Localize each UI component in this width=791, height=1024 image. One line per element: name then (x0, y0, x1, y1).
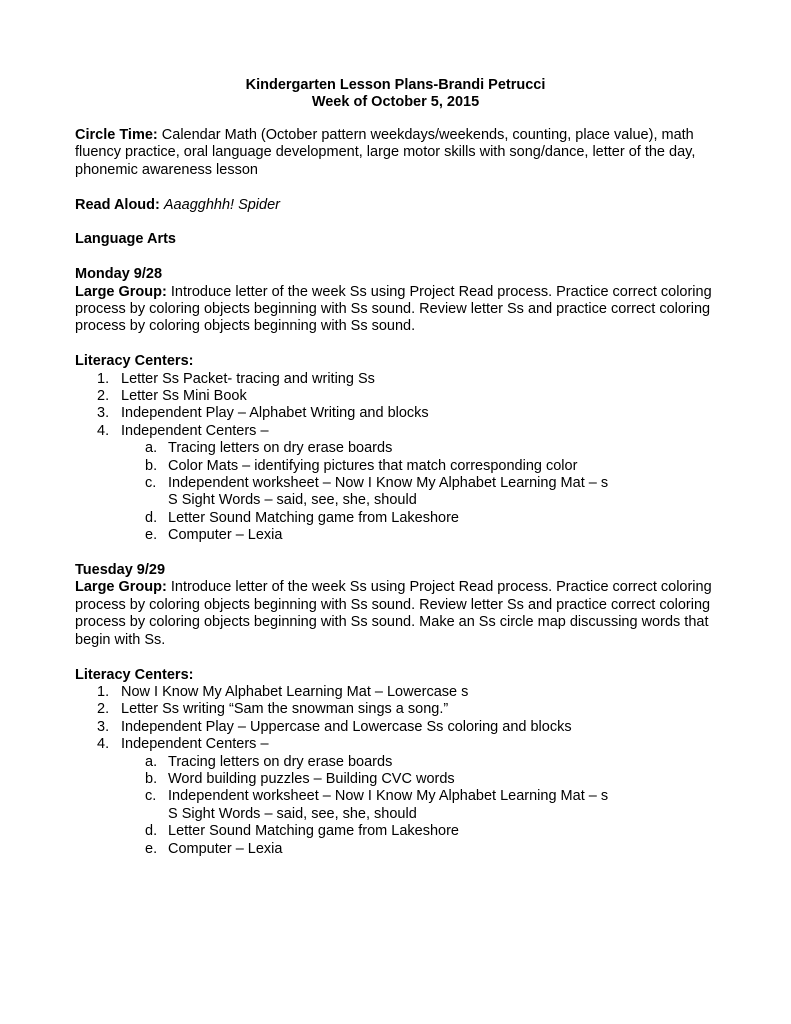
literacy-centers-label: Literacy Centers: (75, 666, 194, 683)
list-item: c. Independent worksheet – Now I Know My Alphabet Learning Mat – s S Sight Words – said, see, she, should (145, 788, 609, 822)
large-group-text: Introduce letter of the week Ss using Project Read process. Practice correct coloring process by coloring objects beginning with Ss sound. Review letter Ss and practice correct coloring process by coloring objects beginning with Ss sound. (75, 283, 712, 335)
large-group-label: Large Group: (75, 283, 167, 300)
list-item: 3. Independent Play – Alphabet Writing and blocks (97, 405, 429, 422)
large-group-paragraph (75, 284, 725, 336)
list-item: 1. Letter Ss Packet- tracing and writing Ss (97, 370, 375, 387)
large-group-paragraph (75, 579, 725, 649)
day-section-tuesday (75, 562, 725, 858)
list-item: e. Computer – Lexia (145, 840, 283, 857)
list-item: 2. Letter Ss writing “Sam the snowman sings a song.” (97, 701, 449, 718)
list-item: d. Letter Sound Matching game from Lakeshore (145, 509, 459, 526)
day-section-monday (75, 266, 725, 544)
list-item: a. Tracing letters on dry erase boards (145, 753, 393, 770)
large-group-label: Large Group: (75, 579, 167, 596)
list-item: 4. Independent Centers – (97, 422, 269, 439)
circle-time-label: Circle Time: (75, 127, 158, 143)
independent-centers-list (75, 440, 725, 544)
literacy-centers-list (75, 371, 725, 441)
list-item: 1. Now I Know My Alphabet Learning Mat – Lowercase s (97, 683, 469, 700)
list-item: b. Word building puzzles – Building CVC words (145, 770, 455, 787)
day-heading: Tuesday 9/29 (75, 562, 166, 579)
list-item: b. Color Mats – identifying pictures that match corresponding color (145, 457, 578, 474)
read-aloud-title: Aaagghhh! Spider (163, 196, 280, 213)
document-header (0, 77, 791, 112)
literacy-centers-list (75, 684, 725, 754)
list-item: e. Computer – Lexia (145, 527, 283, 544)
document-title: Kindergarten Lesson Plans-Brandi Petrucci (245, 77, 546, 93)
list-item: 4. Independent Centers – (97, 736, 269, 753)
circle-time-text: Calendar Math (October pattern weekdays/weekends, counting, place value), math fluency practice, oral language development, large motor skills with song/dance, letter of the day, phonemic awareness lesson (75, 127, 696, 178)
large-group-text: Introduce letter of the week Ss using Project Read process. Practice correct coloring process by coloring objects beginning with Ss sound. Review letter Ss and practice correct coloring process by coloring objects beginning with Ss sound. Make an Ss circle map discussing words that begin with Ss. (75, 579, 712, 648)
read-aloud-paragraph (75, 197, 725, 214)
circle-time-paragraph (75, 127, 725, 179)
list-item: a. Tracing letters on dry erase boards (145, 440, 393, 457)
list-item: c. Independent worksheet – Now I Know My Alphabet Learning Mat – s S Sight Words – said, see, she, should (145, 475, 609, 509)
document-week: Week of October 5, 2015 (311, 94, 480, 111)
literacy-centers-label: Literacy Centers: (75, 353, 194, 370)
list-item: 2. Letter Ss Mini Book (97, 388, 247, 405)
day-heading: Monday 9/28 (75, 266, 163, 283)
list-item: 3. Independent Play – Uppercase and Lowercase Ss coloring and blocks (97, 718, 572, 735)
independent-centers-list (75, 754, 725, 858)
list-item: d. Letter Sound Matching game from Lakeshore (145, 823, 459, 840)
language-arts-heading: Language Arts (75, 231, 176, 248)
read-aloud-label: Read Aloud: (75, 196, 160, 213)
document-body (75, 127, 725, 858)
